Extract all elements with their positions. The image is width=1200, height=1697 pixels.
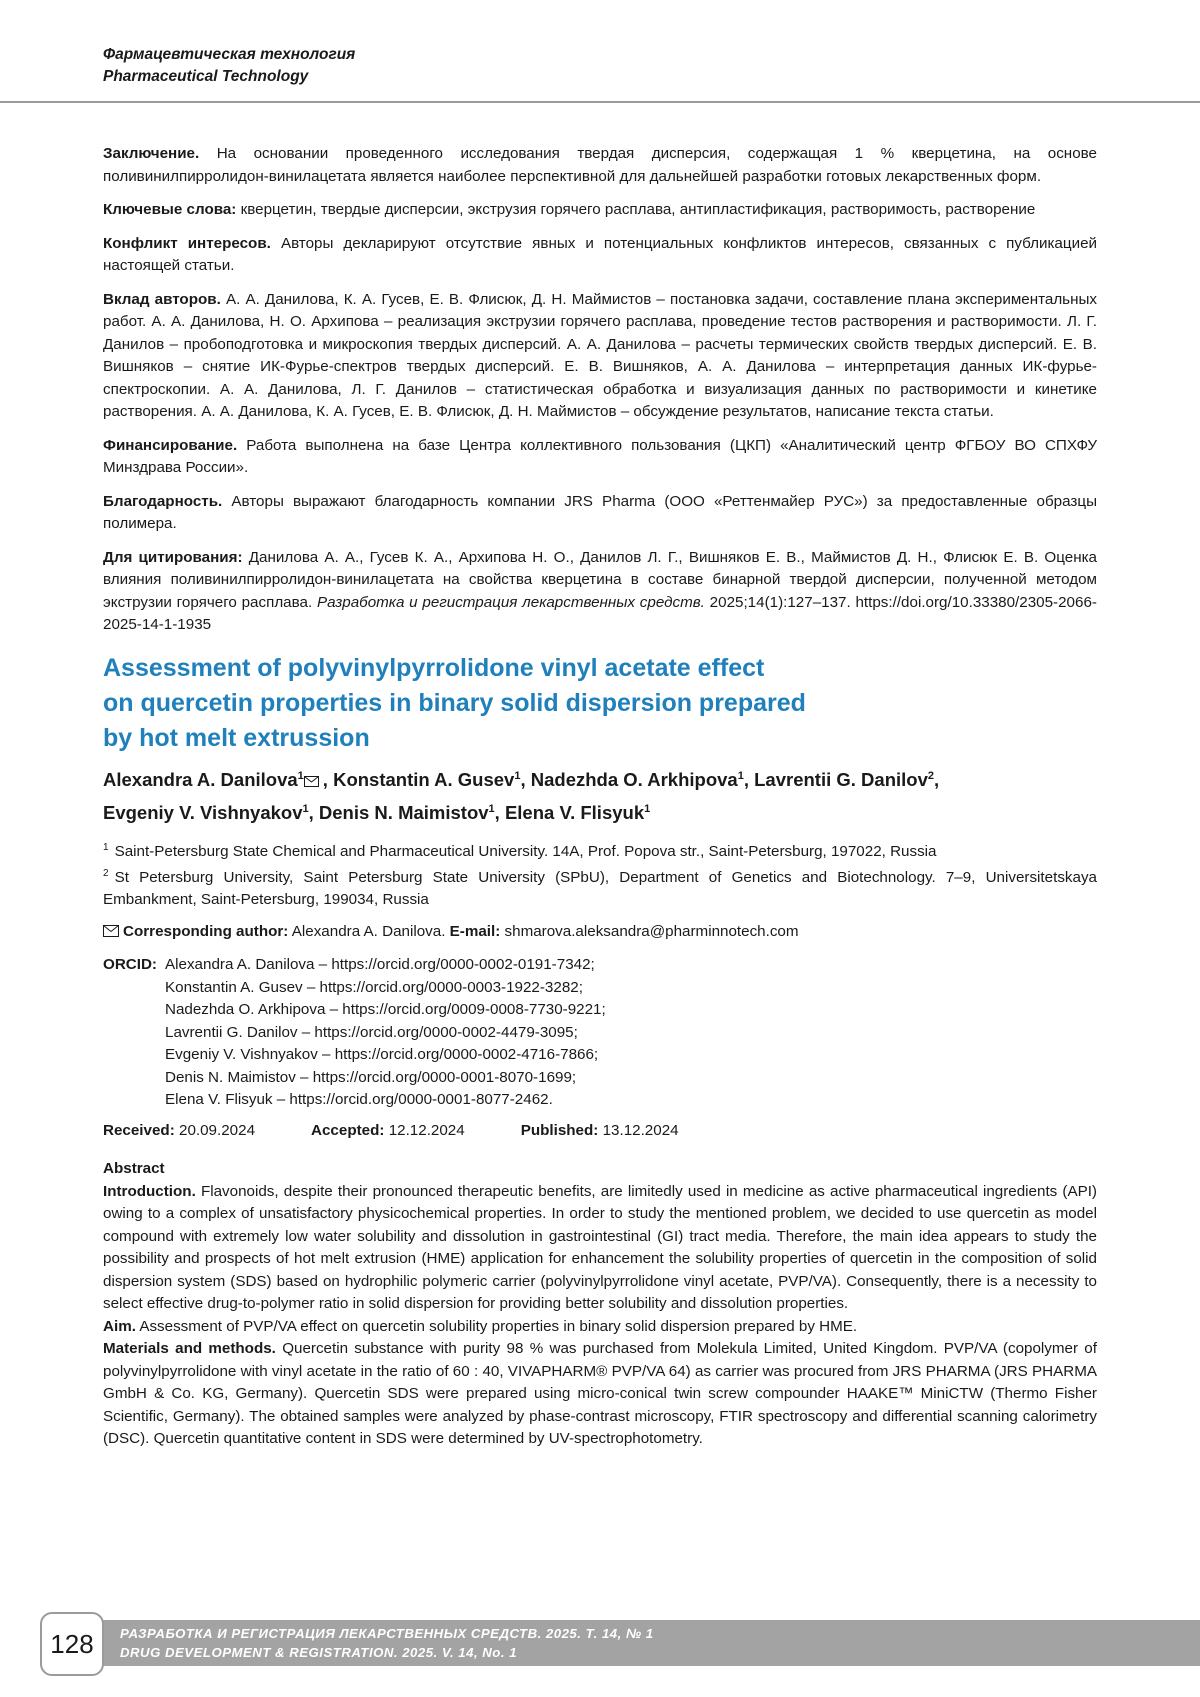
orcid-entry[interactable]: Denis N. Maimistov – https://orcid.org/0000-0001-8070-1699; [165, 1068, 577, 1086]
aim-text: Assessment of PVP/VA effect on quercetin solubility properties in binary solid dispersion prepared by HME. [139, 1317, 858, 1335]
citation-paragraph [103, 547, 1097, 637]
contribution-text: А. А. Данилова, К. А. Гусев, Е. В. Флисюк, Д. Н. Маймистов – постановка задачи, составление плана экспериментальных работ. А. А. Данилова, Н. О. Архипова – реализация экструзии горячего расплава, проведение тестов растворения и растворимости. Л. Г. Данилов – пробоподготовка и микроскопия твердых дисперсий. А. А. Данилова – расчеты термических свойств твердых дисперсий. Е. В. Вишняков – снятие ИК-Фурье-спектров твердых дисперсий. Е. В. Вишняков, А. А. Данилова – интерпретация данных ИК-фурье-спектроскопии. А. А. Данилова, Л. Г. Данилов – статистическая обработка и визуализация данных по растворимости и кинетике растворения. А. А. Данилова, К. А. Гусев, Е. В. Флисюк, Д. Н. Маймистов – обсуждение результатов, написание текста статьи. [103, 290, 1097, 420]
orcid-entry[interactable]: Lavrentii G. Danilov – https://orcid.org/0000-0002-4479-3095; [165, 1023, 578, 1041]
author-line: Alexandra A. Danilova$^1$ , Konstantin A. Gusev$^1$, Nadezhda O. Arkhipova$^1$, Lavrentii G. Danilov$^2$, [103, 762, 1097, 795]
abstract [103, 1158, 1097, 1451]
published-date: Published: 13.12.2024 [520, 1121, 679, 1139]
running-header-ru: Фармацевтическая технология [103, 46, 356, 63]
author-line: Evgeniy V. Vishnyakov$^1$, Denis N. Maimistov$^1$, Elena V. Flisyuk$^1$ [103, 801, 651, 823]
article-body [103, 143, 1097, 1451]
acknowledgment-label: Благодарность. [103, 492, 223, 510]
keywords-text: кверцетин, твердые дисперсии, экструзия горячего расплава, антипластификация, растворимость, растворение [240, 201, 1036, 218]
funding-paragraph [103, 435, 1097, 480]
footer-journal-ru: РАЗРАБОТКА И РЕГИСТРАЦИЯ ЛЕКАРСТВЕННЫХ СРЕДСТВ. 2025. Т. 14, № 1 [120, 1626, 654, 1641]
funding-text: Работа выполнена на базе Центра коллективного пользования (ЦКП) «Аналитический центр ФГБОУ ВО СПХФУ Минздрава России». [103, 436, 1097, 476]
methods-paragraph [103, 1338, 1097, 1451]
email-label: E-mail: [449, 922, 501, 940]
header-divider [0, 101, 1200, 103]
envelope-icon [103, 922, 119, 945]
author-affiliation-mark: 2 [927, 769, 934, 782]
keywords-paragraph [103, 199, 1097, 222]
author-list [103, 762, 1097, 827]
accepted-date: Accepted: 12.12.2024 [311, 1121, 465, 1139]
orcid-list [165, 954, 606, 1112]
author-name: Evgeniy V. Vishnyakov [103, 801, 303, 823]
keywords-label: Ключевые слова: [103, 201, 237, 218]
conclusion-paragraph [103, 143, 1097, 188]
footer-journal [120, 1624, 654, 1662]
methods-label: Materials and methods. [103, 1340, 276, 1358]
abstract-heading: Abstract [103, 1160, 165, 1178]
introduction-paragraph [103, 1181, 1097, 1316]
publication-dates [103, 1120, 1097, 1143]
conclusion-text: На основании проведенного исследования твердая дисперсия, содержащая 1 % кверцетина, на основе поливинилпирролидон-винилацетата является наиболее перспективной для дальнейшей разработки готовых лекарственных форм. [103, 145, 1097, 185]
running-header [103, 44, 355, 88]
corresponding-label: Corresponding author: [123, 922, 289, 940]
english-title-line: Assessment of polyvinylpyrrolidone vinyl acetate effect [103, 653, 765, 682]
citation-label: Для цитирования: [103, 548, 243, 566]
contribution-label: Вклад авторов. [103, 290, 221, 308]
running-header-en: Pharmaceutical Technology [103, 68, 309, 85]
english-title [103, 651, 1097, 756]
conclusion-label: Заключение. [103, 145, 200, 162]
author-name: Nadezhda O. Arkhipova [530, 768, 738, 790]
orcid-entry[interactable]: Alexandra A. Danilova – https://orcid.org/0000-0002-0191-7342; [165, 956, 595, 974]
author-affiliation-mark: 1 [297, 769, 304, 782]
citation-journal: Разработка и регистрация лекарственных средств. [316, 593, 705, 611]
methods-text: Quercetin substance with purity 98 % was purchased from Molekula Limited, United Kingdom. PVP/VA (copolymer of polyvinylpyrrolidone with vinyl acetate in the ratio of 60 : 40, VIVAPHARM® PVP/VA 64) as carrier was procured from JRS PHARMA (JRS PHARMA GmbH & Co. KG, Germany). Quercetin SDS were prepared using micro-conical twin screw compounder HAAKE™ MiniCTW (Thermo Fisher Scientific, Germany). The obtained samples were analyzed by phase-contrast microscopy, FTIR spectroscopy and differential scanning calorimetry (DSC). Quercetin quantitative content in SDS were determined by UV-spectrophotometry. [103, 1340, 1097, 1448]
author-name: Konstantin A. Gusev [333, 768, 515, 790]
orcid-block [103, 954, 1097, 1112]
conflict-text: Авторы декларируют отсутствие явных и потенциальных конфликтов интересов, связанных с публикацией настоящей статьи. [103, 234, 1097, 274]
corresponding-name: Alexandra A. Danilova. [291, 922, 446, 940]
author-name: Elena V. Flisyuk [504, 801, 645, 823]
aim-label: Aim. [103, 1317, 136, 1335]
author-affiliation-mark: 1 [302, 802, 309, 815]
author-affiliation-mark: 1 [488, 802, 495, 815]
footer-journal-en: DRUG DEVELOPMENT & REGISTRATION. 2025. V. 14, No. 1 [120, 1645, 518, 1660]
email-link[interactable]: shmarova.aleksandra@pharminnotech.com [504, 922, 799, 940]
author-affiliation-mark: 1 [737, 769, 744, 782]
orcid-label: ORCID: [103, 956, 157, 974]
author-affiliation-mark: 1 [644, 802, 651, 815]
affiliation-1: $^1$ Saint-Petersburg State Chemical and Pharmaceutical University. 14A, Prof. Popova str., Saint-Petersburg, 197022, Russia [103, 841, 937, 860]
author-name: Lavrentii G. Danilov [754, 768, 928, 790]
page-number: 128 [40, 1612, 104, 1676]
citation-tail: 2025;14(1):127–137. https://doi.org/10.33380/2305-2066-2025-14-1-1935 [103, 593, 1097, 633]
corresponding-author [103, 921, 1097, 945]
acknowledgment-paragraph [103, 491, 1097, 536]
conflict-paragraph [103, 233, 1097, 278]
english-title-line: by hot melt extrussion [103, 723, 370, 752]
contribution-paragraph [103, 289, 1097, 424]
orcid-entry[interactable]: Elena V. Flisyuk – https://orcid.org/0000-0001-8077-2462. [165, 1091, 553, 1109]
citation-text: Данилова А. А., Гусев К. А., Архипова Н. О., Данилов Л. Г., Вишняков Е. В., Маймистов Д. Н., Флисюк Е. В. Оценка влияния поливинилпирролидон-винилацетата на свойства кверцетина в составе бинарной твердой дисперсии, полученной методом экструзии горячего расплава. [103, 548, 1098, 611]
envelope-icon [304, 767, 319, 795]
author-name: Alexandra A. Danilova [103, 768, 298, 790]
received-date: Received: 20.09.2024 [103, 1121, 256, 1139]
funding-label: Финансирование. [103, 436, 238, 454]
conflict-label: Конфликт интересов. [103, 234, 271, 252]
introduction-text: Flavonoids, despite their pronounced therapeutic benefits, are limitedly used in medicine as active pharmaceutical ingredients (API) owing to a complex of unsatisfactory physicochemical properties. In order to study the mentioned problem, we decided to use quercetin as model compound with extremely low water solubility and dissolution in gastrointestinal (GI) tract media. Therefore, the main idea appears to study the possibility and prospects of hot melt extrusion (HME) application for enhancement the solubility properties of quercetin in the composition of solid dispersion system (SDS) based on hydrophilic polymeric carrier (polyvinylpyrrolidone vinyl acetate, PVP/VA). Consequently, there is a necessity to select effective drug-to-polymer ratio in solid dispersion for providing better solubility and dissolution properties. [103, 1182, 1097, 1313]
orcid-entry[interactable]: Evgeniy V. Vishnyakov – https://orcid.org/0000-0002-4716-7866; [165, 1046, 599, 1064]
orcid-entry[interactable]: Nadezhda O. Arkhipova – https://orcid.org/0009-0008-7730-9221; [165, 1001, 606, 1019]
author-name: Denis N. Maimistov [318, 801, 489, 823]
introduction-label: Introduction. [103, 1182, 196, 1200]
aim-paragraph [103, 1316, 1097, 1339]
affiliation-2: $^2$ St Petersburg University, Saint Petersburg State University (SPbU), Department of Genetics and Biotechnology. 7–9, Universitetskaya Embankment, Saint-Petersburg, 199034, Russia [103, 867, 1097, 908]
orcid-entry[interactable]: Konstantin A. Gusev – https://orcid.org/0000-0003-1922-3282; [165, 978, 583, 996]
affiliations [103, 837, 1097, 911]
acknowledgment-text: Авторы выражают благодарность компании JRS Pharma (ООО «Реттенмайер РУС») за предоставленные образцы полимера. [103, 492, 1097, 532]
english-title-line: on quercetin properties in binary solid dispersion prepared [103, 688, 806, 717]
author-affiliation-mark: 1 [514, 769, 521, 782]
